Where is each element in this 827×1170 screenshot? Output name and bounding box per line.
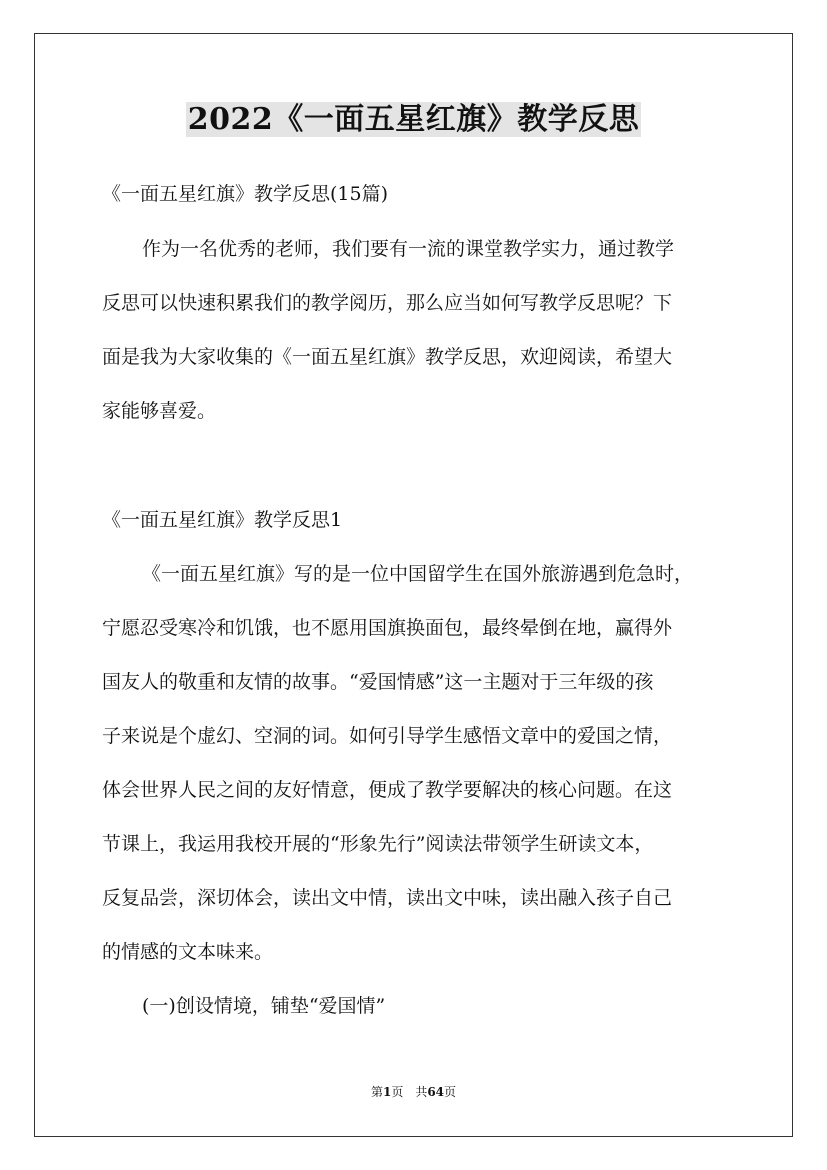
page-footer bbox=[0, 1084, 827, 1100]
body-line-3: 国友人的敬重和友情的故事。“爱国情感”这一主题对于三年级的孩 bbox=[102, 671, 654, 693]
intro-line-4: 家能够喜爱。 bbox=[102, 400, 217, 422]
intro-line-1: 作为一名优秀的老师，我们要有一流的课堂教学实力，通过教学 bbox=[142, 238, 675, 260]
footer-total-pages: 64 bbox=[427, 1085, 445, 1099]
footer-page-suffix: 页 bbox=[444, 1085, 457, 1099]
footer-page-prefix: 第 bbox=[370, 1085, 383, 1099]
footer-page-mid: 页 共 bbox=[391, 1085, 428, 1099]
body-line-7: 反复品尝，深切体会，读出文中情，读出文中味，读出融入孩子自己 bbox=[102, 887, 673, 909]
document-title-text: 2022《一面五星红旗》教学反思 bbox=[187, 102, 640, 137]
body-line-6: 节课上，我运用我校开展的“形象先行”阅读法带领学生研读文本， bbox=[102, 833, 654, 855]
document-subtitle: 《一面五星红旗》教学反思(15篇) bbox=[102, 183, 389, 205]
sub-heading: (一)创设情境，铺垫“爱国情” bbox=[142, 995, 386, 1017]
intro-line-3: 面是我为大家收集的《一面五星红旗》教学反思，欢迎阅读，希望大 bbox=[102, 346, 673, 368]
document-title bbox=[0, 98, 827, 142]
body-line-1: 《一面五星红旗》写的是一位中国留学生在国外旅游遇到危急时， bbox=[142, 563, 694, 585]
body-line-5: 体会世界人民之间的友好情意，便成了教学要解决的核心问题。在这 bbox=[102, 779, 673, 801]
intro-line-2: 反思可以快速积累我们的教学阅历，那么应当如何写教学反思呢？下 bbox=[102, 292, 673, 314]
body-line-8: 的情感的文本味来。 bbox=[102, 941, 274, 963]
section-heading: 《一面五星红旗》教学反思1 bbox=[102, 509, 343, 531]
body-line-2: 宁愿忍受寒冷和饥饿，也不愿用国旗换面包，最终晕倒在地，赢得外 bbox=[102, 617, 673, 639]
body-line-4: 子来说是个虚幻、空洞的词。如何引导学生感悟文章中的爱国之情， bbox=[102, 725, 673, 747]
footer-page-number: 1 bbox=[382, 1085, 392, 1099]
